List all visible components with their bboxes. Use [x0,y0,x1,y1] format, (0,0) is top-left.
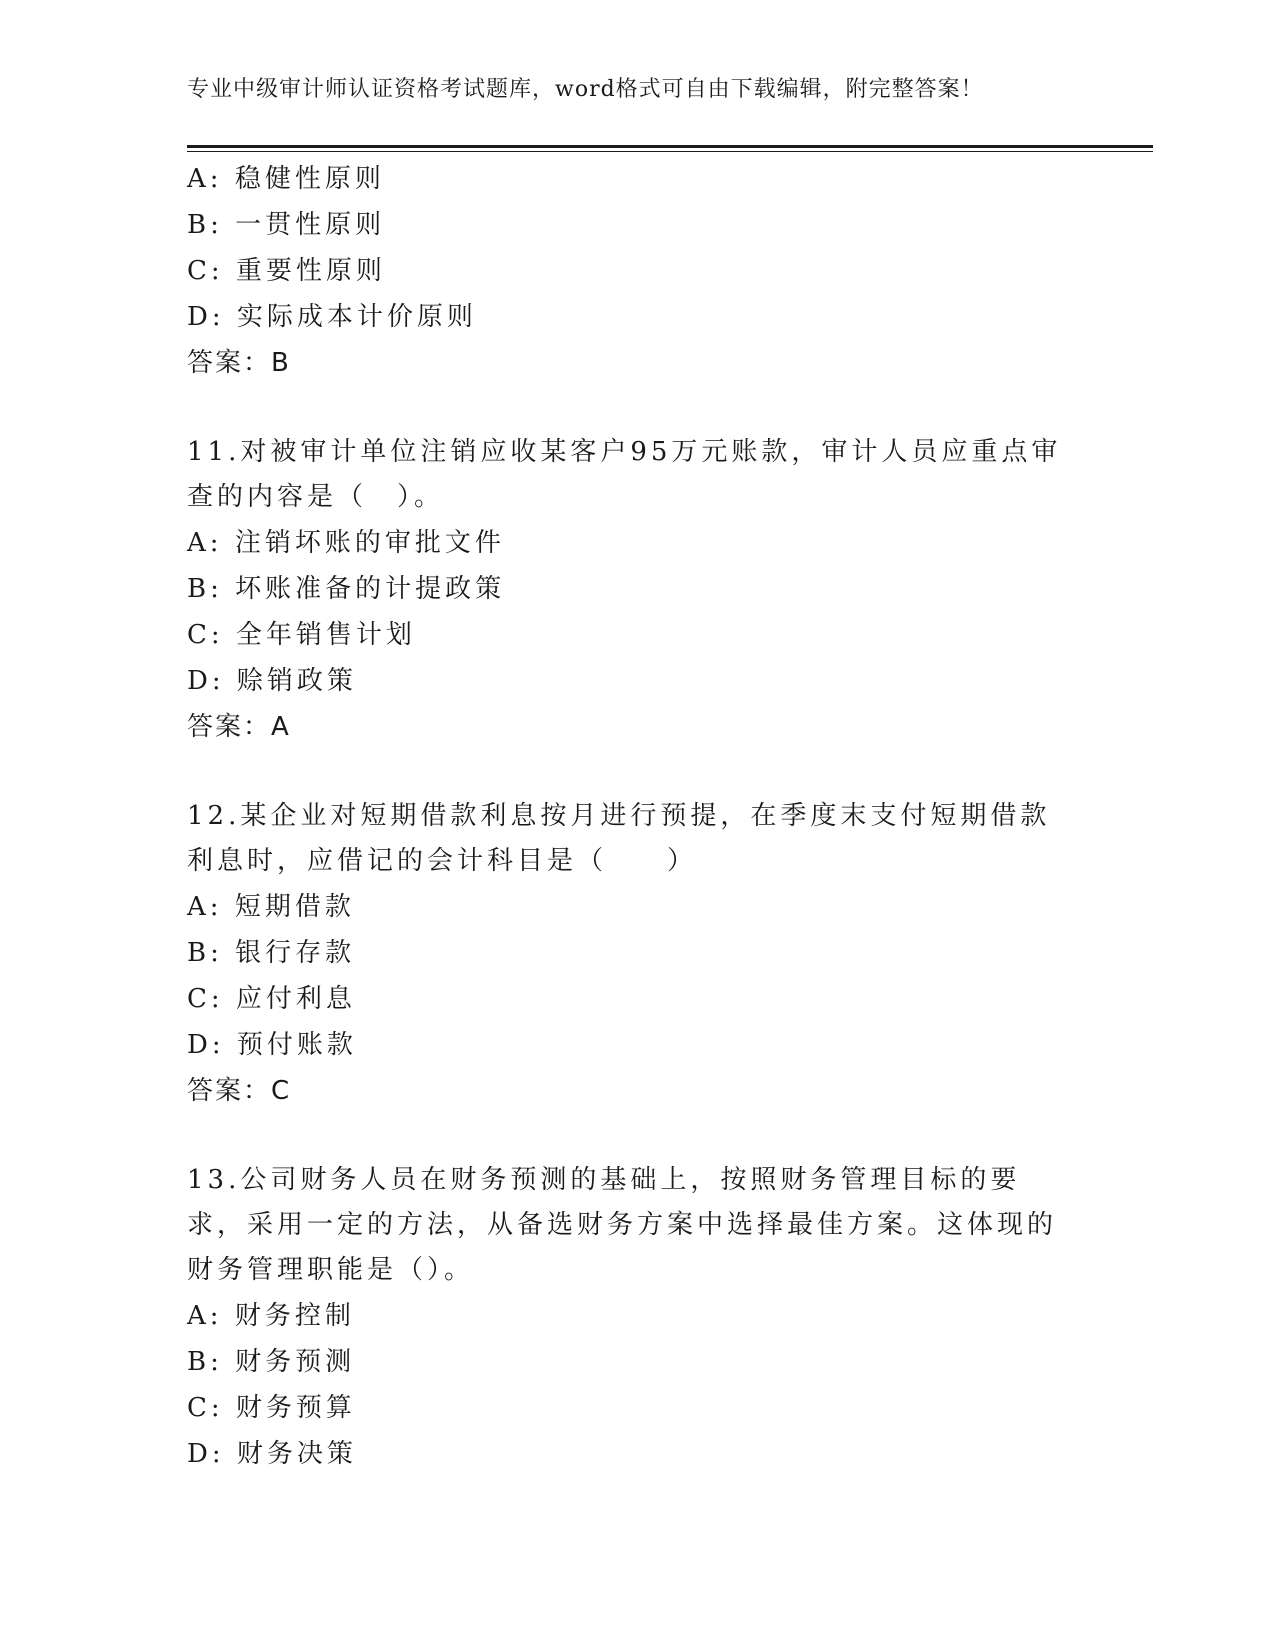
option-key: A: [187,892,223,922]
answer-line: 答案：C [187,1076,292,1106]
option-text: 预付账款 [236,1030,357,1060]
page-header: 专业中级审计师认证资格考试题库，word格式可自由下载编辑，附完整答案！ [187,77,984,102]
option-text: 银行存款 [235,938,356,968]
option-key: A: [187,164,223,194]
option-a [187,520,1067,566]
option-a [187,1293,1067,1339]
document-body [187,156,1067,1477]
option-b [187,566,1067,612]
option-d [187,1431,1067,1477]
option-key: D: [187,666,225,696]
option-text: 财务预测 [235,1347,356,1377]
option-key: A: [187,528,223,558]
answer-line: 答案：A [187,712,291,742]
option-d [187,294,1067,340]
option-text: 财务控制 [234,1301,355,1331]
option-key: D: [187,1439,225,1469]
option-text: 实际成本计价原则 [236,302,477,332]
option-key: B: [187,1347,223,1377]
option-key: C: [187,620,224,650]
option-key: A: [187,1301,223,1331]
option-text: 财务决策 [236,1439,357,1469]
question-text: 11.对被审计单位注销应收某客户95万元账款，审计人员应重点审查的内容是（ ）。 [187,437,1062,512]
question-text: 12.某企业对短期借款利息按月进行预提，在季度末支付短期借款利息时，应借记的会计科目是（ ） [187,801,1051,876]
option-text: 短期借款 [234,892,355,922]
option-b [187,202,1067,248]
option-text: 应付利息 [235,984,356,1014]
question-13 [187,1158,1067,1477]
option-c [187,248,1067,294]
header-divider [187,145,1153,148]
option-text: 重要性原则 [235,256,386,286]
option-b [187,930,1067,976]
option-key: B: [187,210,223,240]
option-d [187,658,1067,704]
option-b [187,1339,1067,1385]
option-text: 坏账准备的计提政策 [235,574,506,604]
option-key: C: [187,1393,224,1423]
option-text: 财务预算 [235,1393,356,1423]
option-key: B: [187,938,223,968]
option-c [187,612,1067,658]
option-text: 稳健性原则 [234,164,385,194]
option-key: D: [187,302,225,332]
question-text: 13.公司财务人员在财务预测的基础上，按照财务管理目标的要求，采用一定的方法，从备选财务方案中选择最佳方案。这体现的财务管理职能是（）。 [187,1165,1058,1285]
option-key: B: [187,574,223,604]
option-a [187,884,1067,930]
option-text: 全年销售计划 [235,620,416,650]
option-text: 赊销政策 [236,666,357,696]
option-d [187,1022,1067,1068]
option-key: C: [187,256,224,286]
answer-line: 答案：B [187,348,291,378]
option-a [187,156,1067,202]
option-key: C: [187,984,224,1014]
prev-question [187,156,1067,386]
question-11 [187,430,1067,750]
question-12 [187,794,1067,1114]
option-text: 注销坏账的审批文件 [234,528,505,558]
option-text: 一贯性原则 [235,210,386,240]
option-c [187,976,1067,1022]
option-c [187,1385,1067,1431]
option-key: D: [187,1030,225,1060]
